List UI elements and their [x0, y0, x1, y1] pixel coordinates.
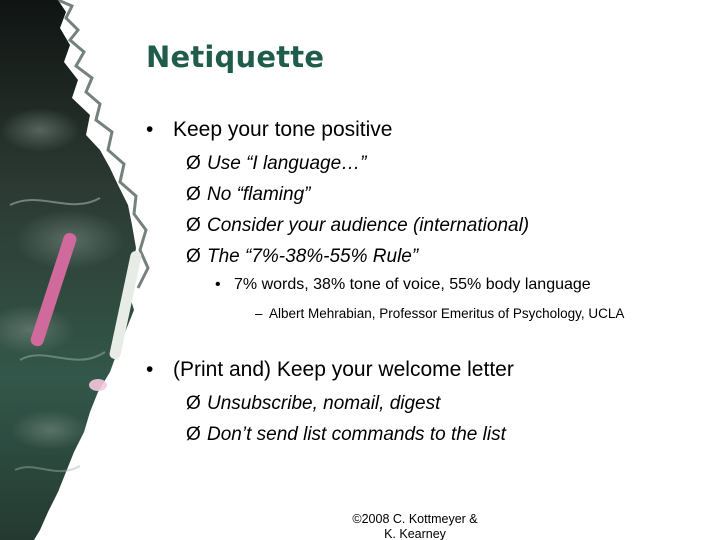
- bullet-text: (Print and) Keep your welcome letter: [173, 358, 514, 381]
- sub-bullet-text: Consider your audience (international): [207, 215, 530, 236]
- arrow-bullet-icon: Ø: [186, 215, 201, 236]
- footer-line: K. Kearney: [384, 527, 446, 540]
- arrow-bullet-icon: Ø: [186, 424, 201, 445]
- sub-bullet-text: The “7%-38%-55% Rule”: [207, 246, 419, 267]
- footer-copyright: [330, 512, 500, 540]
- bullet-marker: •: [146, 118, 154, 141]
- sub-bullet-text: Don’t send list commands to the list: [207, 424, 506, 445]
- bullet-marker: •: [215, 276, 221, 293]
- arrow-bullet-icon: Ø: [186, 153, 201, 174]
- bullet-text: Keep your tone positive: [173, 118, 393, 141]
- arrow-bullet-icon: Ø: [186, 246, 201, 267]
- arrow-bullet-icon: Ø: [186, 184, 201, 205]
- level4-text: Albert Mehrabian, Professor Emeritus of Psychology, UCLA: [269, 306, 625, 321]
- level3-text: 7% words, 38% tone of voice, 55% body language: [234, 276, 591, 293]
- dash-marker: –: [255, 306, 263, 321]
- slide-title: Netiquette: [146, 40, 325, 74]
- footer-line: ©2008 C. Kottmeyer &: [352, 512, 478, 526]
- sub-bullet-text: No “flaming”: [207, 184, 311, 205]
- arrow-bullet-icon: Ø: [186, 393, 201, 414]
- sub-bullet-text: Unsubscribe, nomail, digest: [207, 393, 441, 414]
- bullet-marker: •: [146, 358, 154, 381]
- sub-bullet-text: Use “I language…”: [207, 153, 367, 174]
